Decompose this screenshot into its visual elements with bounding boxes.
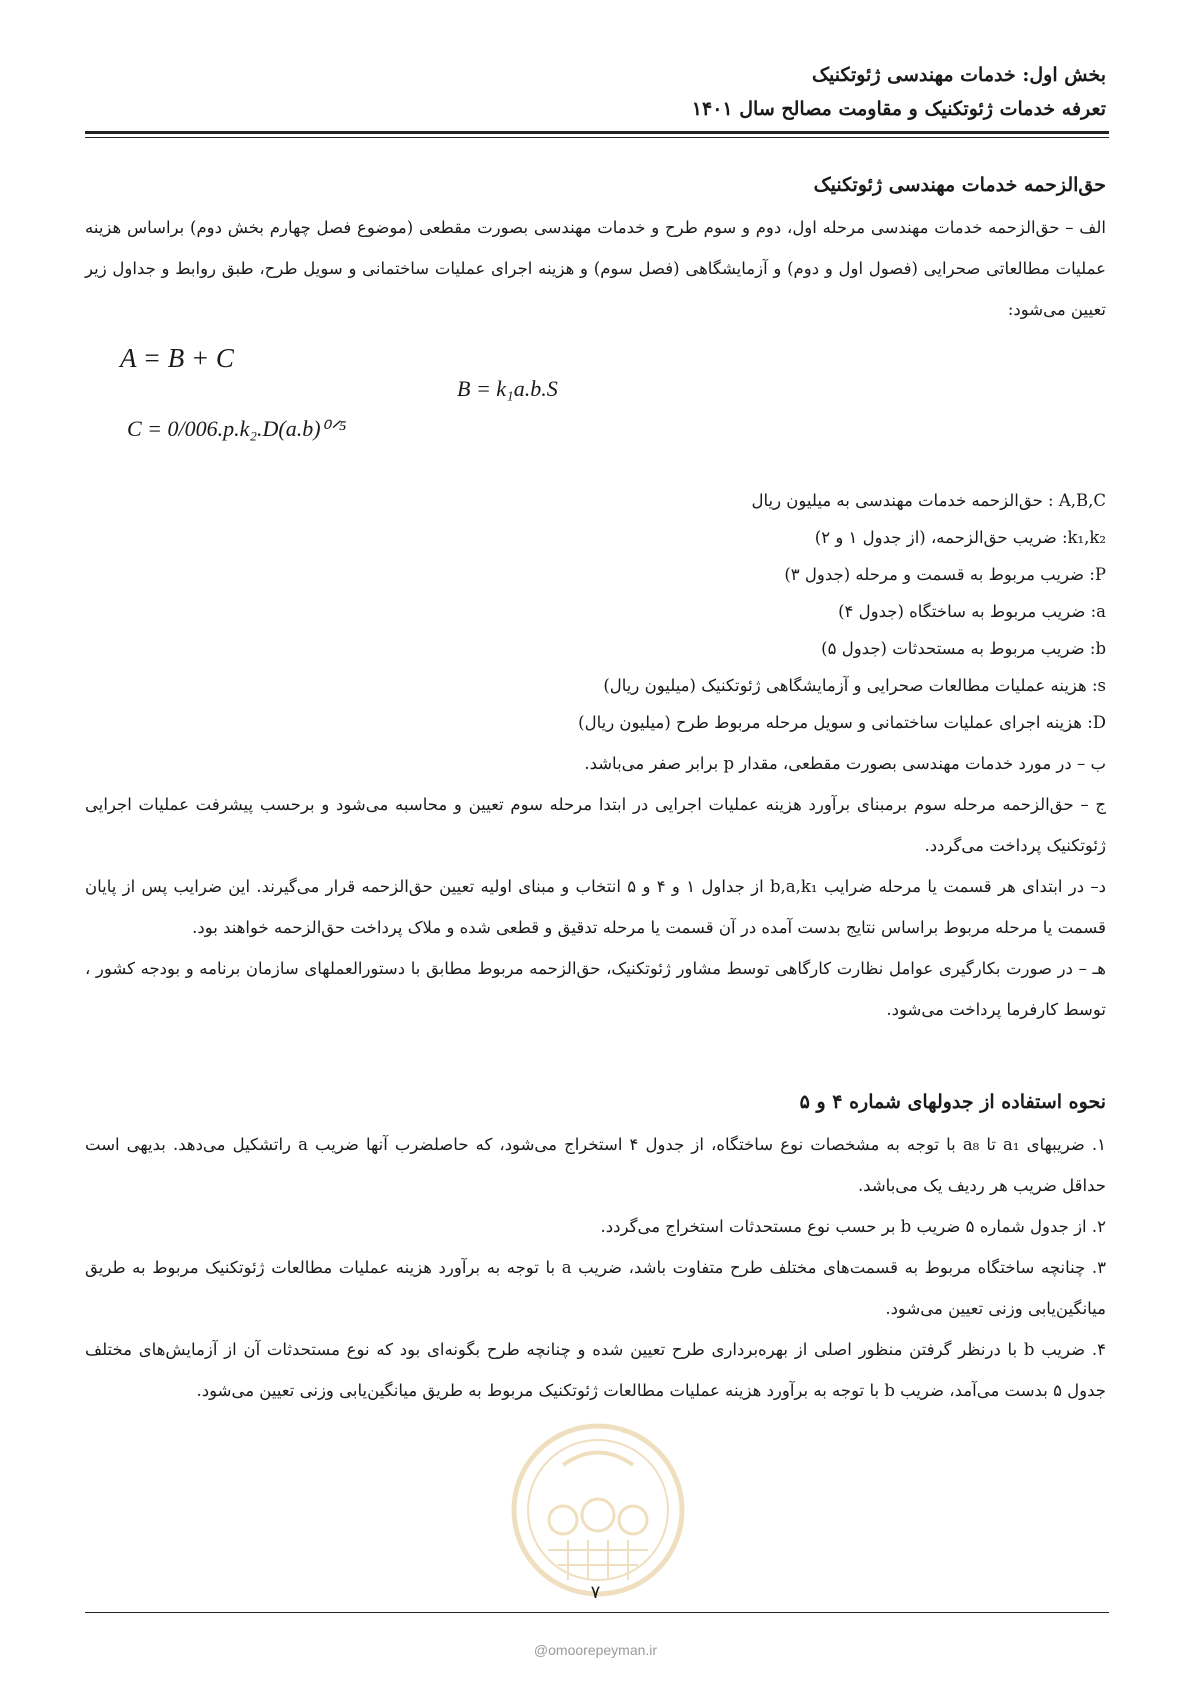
usage-item-3: ۳. چنانچه ساختگاه مربوط به قسمت‌های مختلف طرح متفاوت باشد، ضریب a با توجه به برآورد هزینه عملیات مطالعات ژئوتکنیک مربوط به طریق میانگین‌یابی وزنی تعیین می‌شود.	[85, 1258, 1106, 1318]
definition-item: s: هزینه عملیات مطالعات صحرایی و آزمایشگاهی ژئوتکنیک (میلیون ریال)	[603, 676, 1106, 695]
paragraph-d: د– در ابتدای هر قسمت یا مرحله ضرایب b,a,k₁ از جداول ۱ و ۴ و ۵ انتخاب و مبنای اولیه تعیین حق‌الزحمه قرار می‌گیرند. این ضرایب پس از پایان قسمت یا مرحله مربوط براساس نتایج بدست آمده در آن قسمت یا مرحله تدقیق و قطعی شده و ملاک پرداخت حق‌الزحمه خواهند بود.	[85, 877, 1106, 937]
formula-a: A = B + C	[120, 343, 234, 373]
page-number: ۷	[590, 1582, 601, 1603]
paragraph-h: هـ – در صورت بکارگیری عوامل نظارت کارگاهی توسط مشاور ژئوتکنیک، حق‌الزحمه مربوط مطابق با دستورالعملهای سازمان برنامه و بودجه کشور ، توسط کارفرما پرداخت می‌شود.	[85, 959, 1106, 1019]
definition-item: D: هزینه اجرای عملیات ساختمانی و سویل مرحله مربوط طرح (میلیون ریال)	[578, 713, 1106, 732]
formula-b: B = k₁a.b.S	[457, 376, 558, 401]
header-rule-thin	[85, 137, 1109, 138]
section1-title: حق‌الزحمه خدمات مهندسی ژئوتکنیک	[813, 174, 1106, 196]
usage-item-4: ۴. ضریب b با درنظر گرفتن منظور اصلی از بهره‌برداری طرح تعیین شده و چنانچه طرح بگونه‌ای بود که نوع مستحدثات آن از آزمایش‌های مختلف جدول ۵ بدست می‌آمد، ضریب b با توجه به برآورد هزینه عملیات مطالعات ژئوتکنیک مربوط به طریق میانگین‌یابی وزنی تعیین می‌شود.	[85, 1340, 1106, 1400]
header-section-title: بخش اول: خدمات مهندسی ژئوتکنیک	[811, 64, 1106, 86]
formula-block	[85, 330, 1106, 478]
definitions-list	[85, 482, 1106, 741]
definition-item: b: ضریب مربوط به مستحدثات (جدول ۵)	[821, 639, 1106, 658]
watermark-logo-icon	[508, 1420, 688, 1600]
header-rule-thick	[85, 131, 1109, 134]
main-content	[85, 165, 1106, 1411]
header-document-title: تعرفه خدمات ژئوتکنیک و مقاومت مصالح سال ۱۴۰۱	[691, 98, 1106, 120]
section2-title: نحوه استفاده از جدولهای شماره ۴ و ۵	[799, 1091, 1106, 1113]
formula-c: C = 0/006.p.k₂.D(a.b)⁰ᐟ⁵	[127, 416, 347, 441]
definition-item: A,B,C : حق‌الزحمه خدمات مهندسی به میلیون ریال	[751, 491, 1106, 510]
definition-item: k₁,k₂: ضریب حق‌الزحمه، (از جدول ۱ و ۲)	[814, 528, 1106, 547]
paragraph-b: ب – در مورد خدمات مهندسی بصورت مقطعی، مقدار p برابر صفر می‌باشد.	[584, 754, 1106, 773]
usage-item-1: ۱. ضریبهای a₁ تا a₈ با توجه به مشخصات نوع ساختگاه، از جدول ۴ استخراج می‌شود، که حاصلضرب آنها ضریب a راتشکیل می‌دهد. بدیهی است حداقل ضریب هر ردیف یک می‌باشد.	[85, 1135, 1106, 1195]
page-header	[85, 58, 1106, 126]
footer-rule	[85, 1612, 1109, 1613]
definition-item: a: ضریب مربوط به ساختگاه (جدول ۴)	[838, 602, 1106, 621]
usage-item-2: ۲. از جدول شماره ۵ ضریب b بر حسب نوع مستحدثات استخراج می‌گردد.	[600, 1217, 1106, 1236]
definition-item: P: ضریب مربوط به قسمت و مرحله (جدول ۳)	[784, 565, 1106, 584]
section1-intro: الف – حق‌الزحمه خدمات مهندسی مرحله اول، دوم و سوم طرح و خدمات مهندسی بصورت مقطعی (موضوع فصل چهارم بخش دوم) براساس هزینه عملیات مطالعاتی صحرایی (فصول اول و دوم) و آزمایشگاهی (فصل سوم) و هزینه اجرای عملیات ساختمانی و سویل طرح، طبق روابط و جداول زیر تعیین می‌شود:	[85, 218, 1106, 319]
paragraph-j: ج – حق‌الزحمه مرحله سوم برمبنای برآورد هزینه عملیات اجرایی در ابتدا مرحله سوم تعیین و محاسبه می‌شود و برحسب پیشرفت عملیات اجرایی ژئوتکنیک پرداخت می‌گردد.	[85, 795, 1106, 855]
website-watermark: @omoorepeyman.ir	[533, 1642, 658, 1658]
